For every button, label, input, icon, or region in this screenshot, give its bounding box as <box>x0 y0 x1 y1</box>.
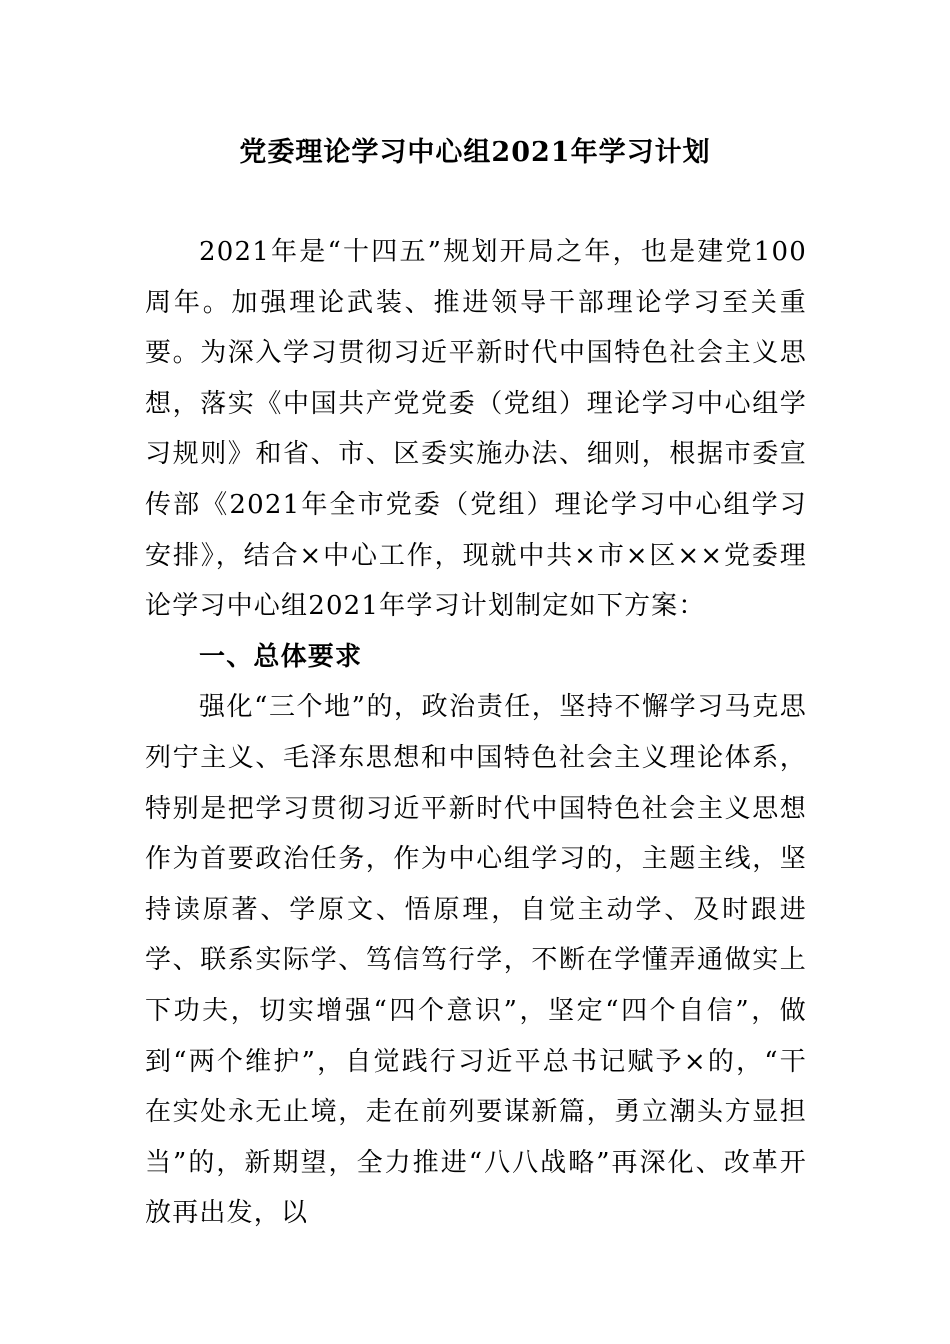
document-body <box>145 227 807 1239</box>
section-heading: 一、总体要求 <box>199 641 363 672</box>
requirements-paragraph: 强化“三个地”的，政治责任，坚持不懈学习马克思列宁主义、毛泽东思想和中国特色社会主义理论体系，特别是把学习贯彻习近平新时代中国特色社会主义思想作为首要政治任务，作为中心组学习的，主题主线，坚持读原著、学原文、悟原理，自觉主动学、及时跟进学、联系实际学、笃信笃行学，不断在学懂弄通做实上下功夫，切实增强“四个意识”，坚定“四个自信”，做到“两个维护”，自觉践行习近平总书记赋予×的，“干在实处永无止境，走在前列要谋新篇，勇立潮头方显担当”的，新期望，全力推进“八八战略”再深化、改革开放再出发，以 <box>145 692 807 1229</box>
intro-paragraph: 2021年是“十四五”规划开局之年，也是建党100周年。加强理论武装、推进领导干部理论学习至关重要。为深入学习贯彻习近平新时代中国特色社会主义思想，落实《中国共产党党委（党组）理论学习中心组学习规则》和省、市、区委实施办法、细则，根据市委宣传部《2021年全市党委（党组）理论学习中心组学习安排》，结合×中心工作，现就中共×市×区××党委理论学习中心组2021年学习计划制定如下方案： <box>145 237 807 622</box>
document-title: 党委理论学习中心组2021年学习计划 <box>239 137 711 168</box>
